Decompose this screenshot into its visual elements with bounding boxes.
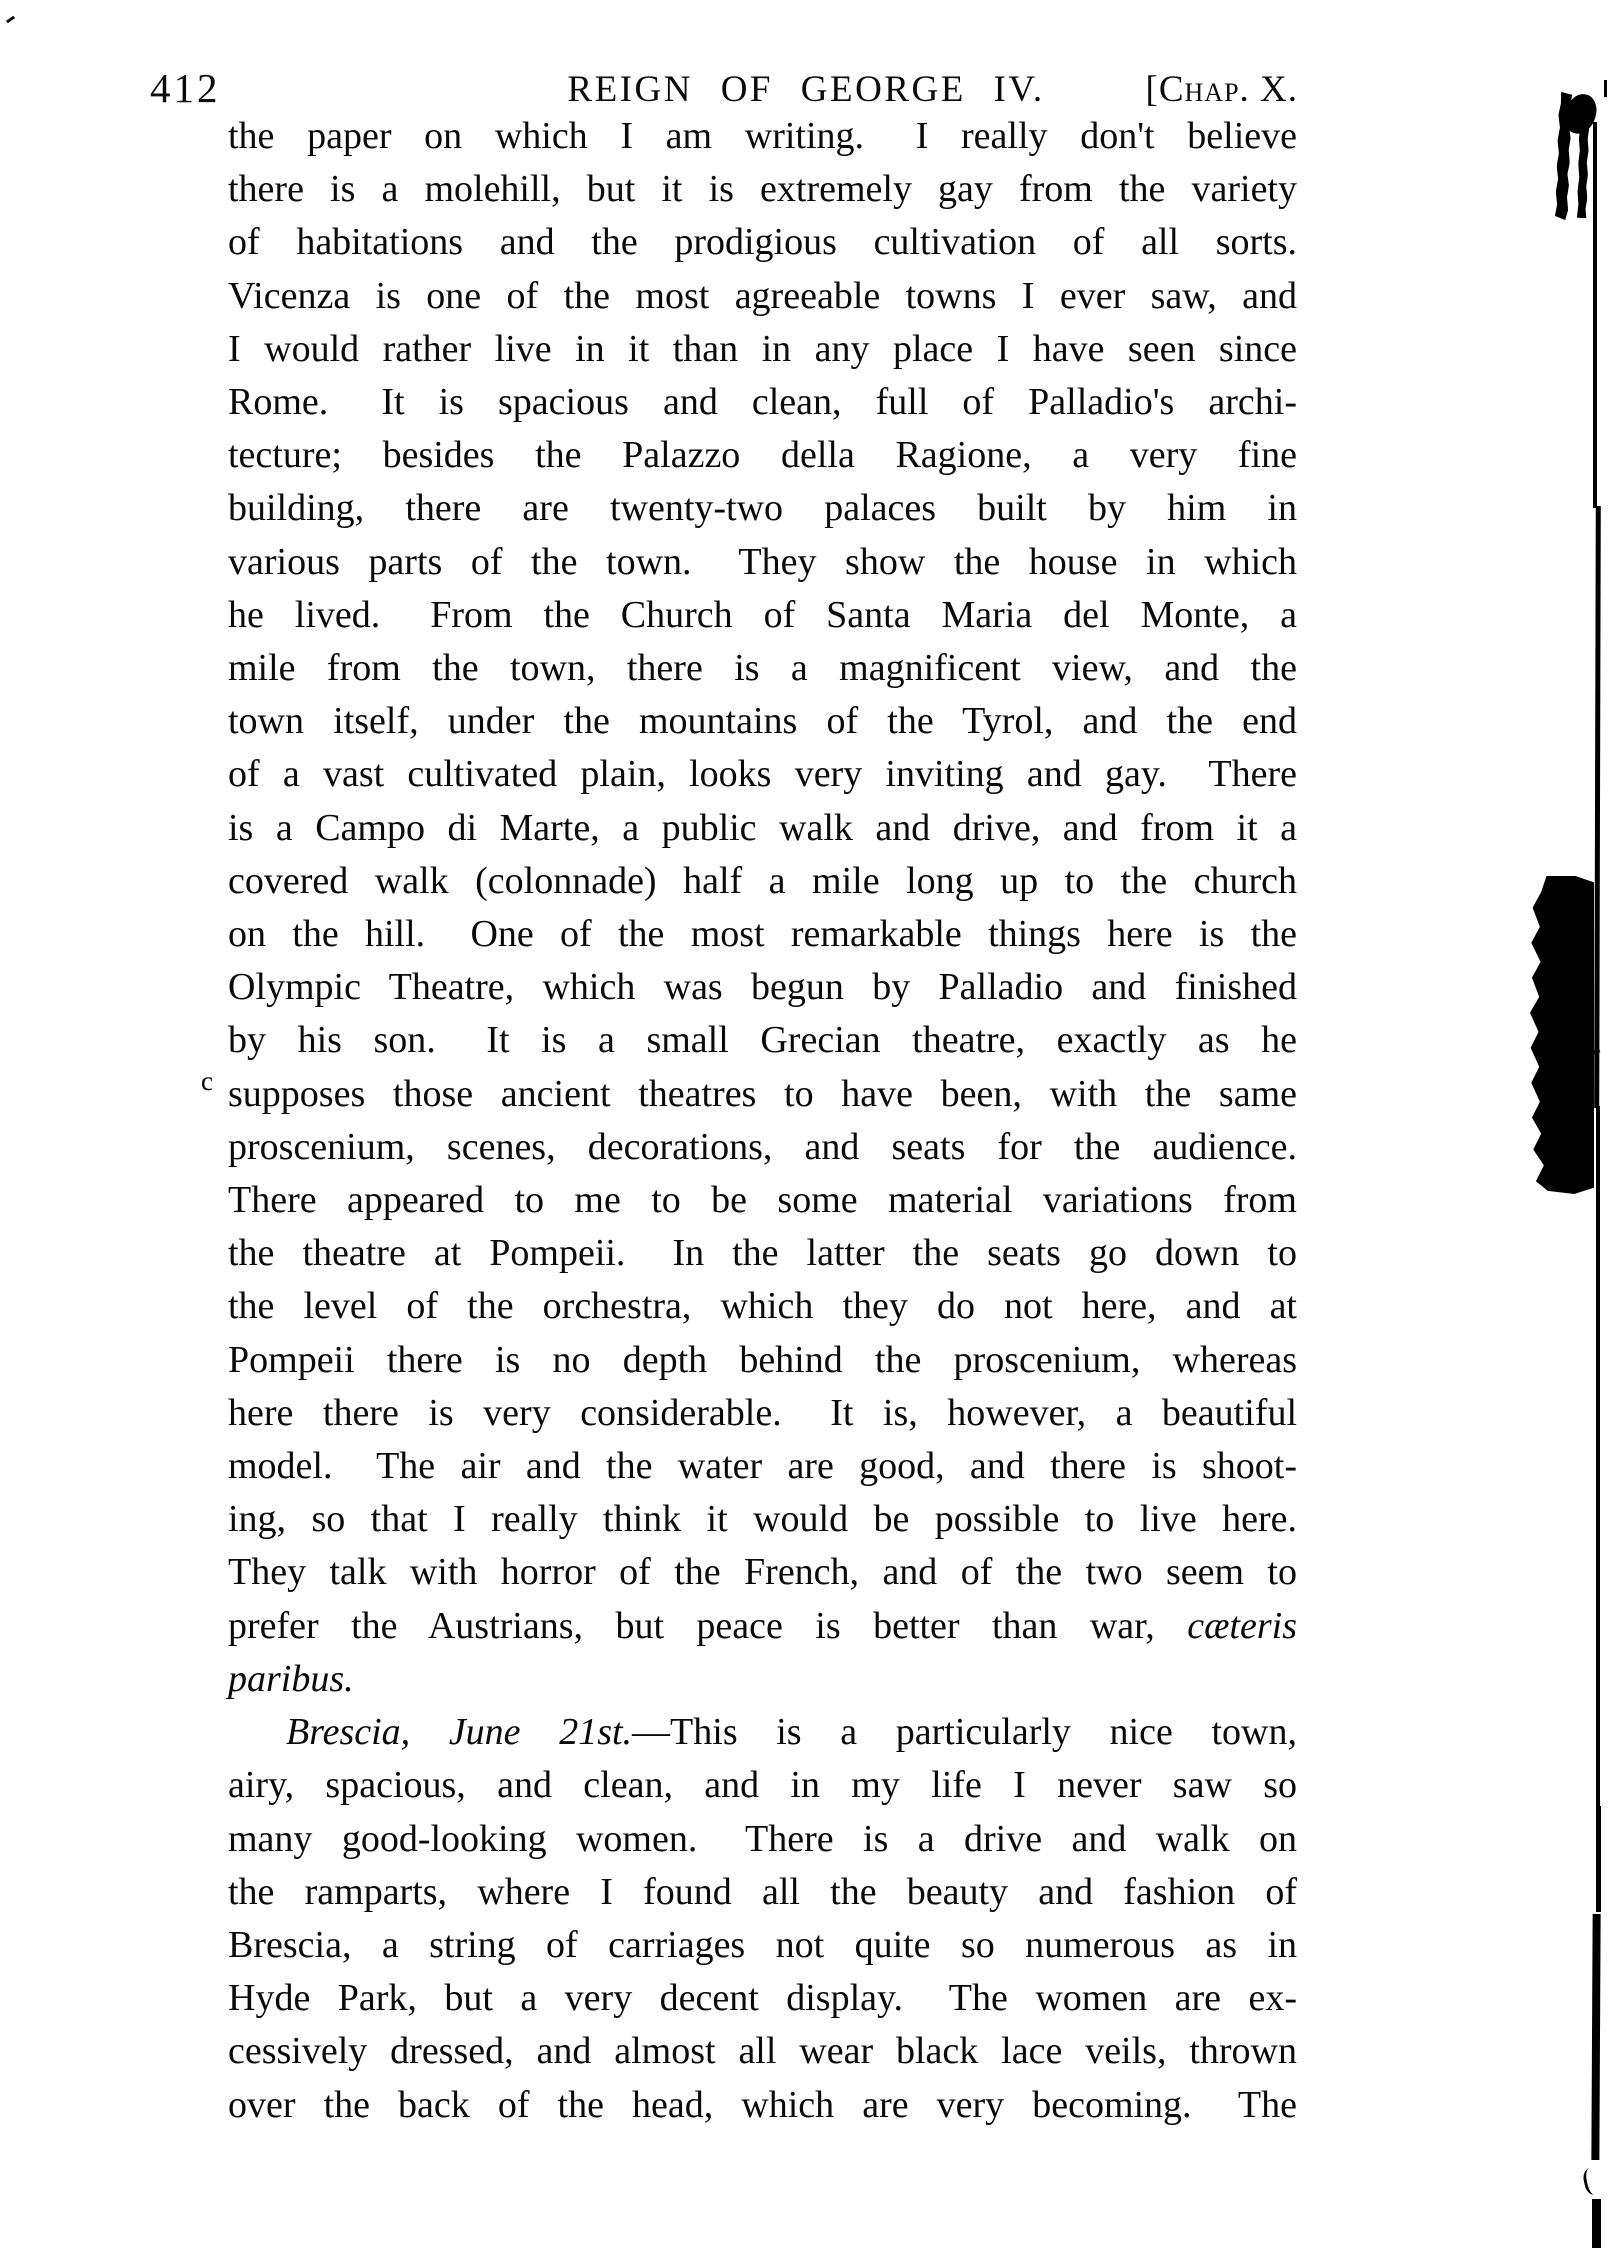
page-edge-line [1591, 1914, 1600, 2160]
ink-smudge-top-right [1577, 128, 1589, 218]
page-edge-line [1593, 122, 1597, 508]
text-line: here there is very considerable. It is, however, a beautiful [228, 1391, 1297, 1434]
text-line: by his son. It is a small Grecian theatre, exactly as he [228, 1019, 1297, 1062]
text-line: paribus. [228, 1657, 354, 1700]
text-line: mile from the town, there is a magnificent view, and the [228, 647, 1297, 690]
text-line: Brescia, a string of carriages not quite so numerous as in [228, 1923, 1297, 1966]
chapter-marker: [Chap. X. [1145, 69, 1298, 110]
text-line: ing, so that I really think it would be possible to live here. [228, 1498, 1297, 1541]
running-title: REIGN OF GEORGE IV. [567, 69, 1045, 110]
text-line: I would rather live in it than in any place I have seen since [228, 327, 1297, 370]
text-line: of a vast cultivated plain, looks very inviting and gay. There [228, 753, 1297, 796]
ink-blot-right-margin [1528, 876, 1594, 1194]
page-edge-line [1596, 1806, 1601, 1912]
text-line: cessively dressed, and almost all wear black lace veils, thrown [228, 2030, 1297, 2073]
text-line: building, there are twenty-two palaces built by him in [228, 487, 1297, 530]
text-line: the ramparts, where I found all the beauty and fashion of [228, 1870, 1297, 1913]
ink-squiggle-bottom-right [1581, 2167, 1600, 2196]
text-line: he lived. From the Church of Santa Maria del Monte, a [228, 593, 1297, 636]
page-edge-line [1594, 506, 1601, 1108]
margin-mark: c [201, 1066, 213, 1096]
paragraph [228, 110, 1297, 1706]
text-line: There appeared to me to be some material variations from [228, 1179, 1297, 1222]
text-line: there is a molehill, but it is extremely gay from the variety [228, 168, 1297, 211]
page-edge-line [1596, 1106, 1600, 1808]
page-edge-line [1592, 2199, 1601, 2248]
text-line: of habitations and the prodigious cultivation of all sorts. [228, 221, 1297, 264]
text-line: over the back of the head, which are very becoming. The [228, 2083, 1297, 2126]
text-line: proscenium, scenes, decorations, and seats for the audience. [228, 1125, 1297, 1168]
text-line: on the hill. One of the most remarkable things here is the [228, 913, 1297, 956]
text-line: supposes those ancient theatres to have been, with the same [228, 1072, 1297, 1115]
ink-speck-top-left [6, 16, 15, 24]
ink-speck-top-right [1604, 80, 1607, 97]
text-line: the level of the orchestra, which they do not here, and at [228, 1285, 1297, 1328]
text-line: airy, spacious, and clean, and in my life I never saw so [228, 1764, 1297, 1807]
text-line: Hyde Park, but a very decent display. The women are ex- [228, 1977, 1297, 2020]
page-number: 412 [150, 65, 221, 111]
paragraph [228, 1706, 1297, 2132]
text-line: the paper on which I am writing. I really don't believe [228, 115, 1297, 157]
text-line: various parts of the town. They show the house in which [228, 540, 1297, 583]
text-line: They talk with horror of the French, and of the two seem to [228, 1551, 1297, 1594]
text-line: covered walk (colonnade) half a mile long up to the church [228, 859, 1297, 902]
text-line: Brescia, June 21st.—This is a particularly nice town, [286, 1711, 1297, 1754]
text-line: many good-looking women. There is a drive and walk on [228, 1817, 1297, 1860]
text-line: is a Campo di Marte, a public walk and drive, and from it a [228, 806, 1297, 849]
body-text [228, 110, 1297, 2132]
text-line: Pompeii there is no depth behind the proscenium, whereas [228, 1338, 1297, 1381]
text-line: Rome. It is spacious and clean, full of Palladio's archi- [228, 381, 1297, 424]
text-line: town itself, under the mountains of the Tyrol, and the end [228, 700, 1297, 743]
text-line: tecture; besides the Palazzo della Ragione, a very fine [228, 434, 1297, 477]
text-line: Olympic Theatre, which was begun by Palladio and finished [228, 966, 1297, 1009]
text-line: model. The air and the water are good, and there is shoot- [228, 1445, 1297, 1488]
text-line: prefer the Austrians, but peace is better than war, cæteris [228, 1604, 1297, 1647]
text-line: the theatre at Pompeii. In the latter the seats go down to [228, 1232, 1297, 1275]
text-line: Vicenza is one of the most agreeable towns I ever saw, and [228, 274, 1297, 317]
